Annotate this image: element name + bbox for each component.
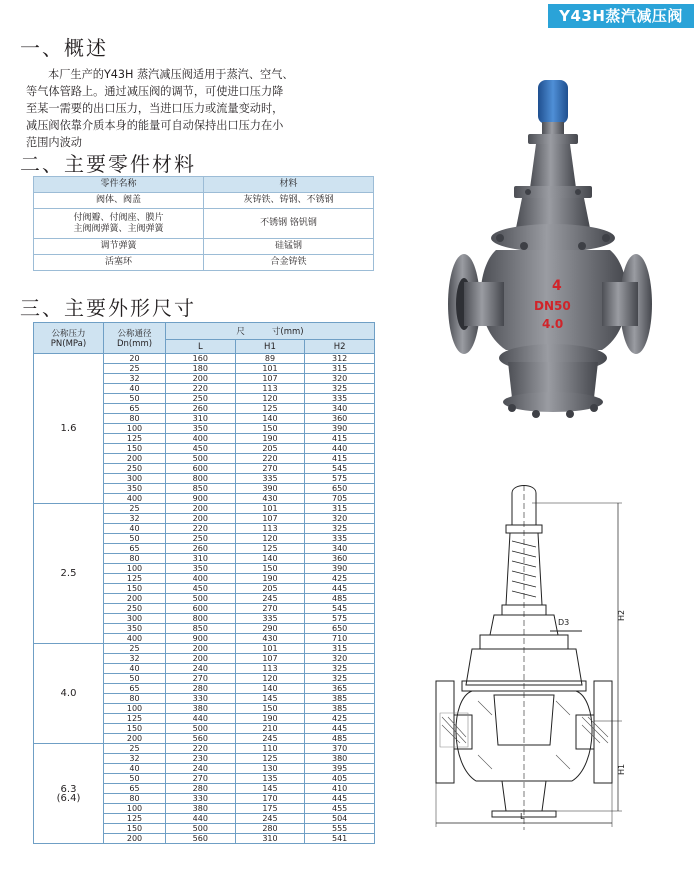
dn-cell: 150	[104, 824, 166, 834]
h2-cell: 315	[305, 364, 375, 374]
h2-cell: 385	[305, 694, 375, 704]
dn-cell: 200	[104, 454, 166, 464]
marking-pressure-class: 4	[552, 278, 562, 294]
materials-heading: 二、主要零件材料	[20, 152, 196, 176]
h1-cell: 110	[235, 744, 305, 754]
l-cell: 240	[166, 664, 236, 674]
h2-cell: 380	[305, 754, 375, 764]
dn-cell: 50	[104, 534, 166, 544]
column-header-line: PN(MPa)	[50, 339, 87, 349]
l-cell: 600	[166, 464, 236, 474]
h1-cell: 335	[235, 474, 305, 484]
pressure-value: (6.4)	[56, 792, 81, 804]
h2-cell: 650	[305, 484, 375, 494]
h1-cell: 190	[235, 574, 305, 584]
drawing-label-l: L	[520, 812, 525, 821]
h2-cell: 320	[305, 514, 375, 524]
h1-cell: 120	[235, 674, 305, 684]
dn-cell: 200	[104, 594, 166, 604]
dn-cell: 40	[104, 764, 166, 774]
table-row	[34, 744, 375, 754]
material-name: 不锈钢 铬钒钢	[204, 209, 374, 239]
dn-cell: 150	[104, 444, 166, 454]
h2-cell: 504	[305, 814, 375, 824]
l-cell: 160	[166, 354, 236, 364]
l-cell: 500	[166, 454, 236, 464]
h2-cell: 415	[305, 434, 375, 444]
dn-cell: 40	[104, 664, 166, 674]
h1-cell: 145	[235, 694, 305, 704]
part-name	[34, 209, 204, 239]
dn-cell: 400	[104, 494, 166, 504]
table-row	[34, 644, 375, 654]
l-cell: 400	[166, 434, 236, 444]
table-row	[34, 193, 374, 209]
column-header-line: Dn(mm)	[116, 339, 153, 349]
h1-cell: 125	[235, 754, 305, 764]
drawing-label-h2: H2	[617, 609, 626, 621]
dn-cell: 25	[104, 744, 166, 754]
table-header-row	[34, 323, 375, 340]
h2-cell: 425	[305, 714, 375, 724]
h1-cell: 120	[235, 394, 305, 404]
h2-cell: 541	[305, 834, 375, 844]
column-header-size: 尺 寸(mm)	[166, 323, 375, 340]
h1-cell: 125	[235, 544, 305, 554]
h1-cell: 150	[235, 424, 305, 434]
dn-cell: 125	[104, 814, 166, 824]
dn-cell: 80	[104, 694, 166, 704]
h2-cell: 315	[305, 644, 375, 654]
dn-cell: 32	[104, 514, 166, 524]
dn-cell: 350	[104, 484, 166, 494]
l-cell: 440	[166, 814, 236, 824]
section-drawing	[432, 485, 672, 840]
h1-cell: 310	[235, 834, 305, 844]
dn-cell: 32	[104, 654, 166, 664]
l-cell: 800	[166, 474, 236, 484]
h2-cell: 390	[305, 564, 375, 574]
dn-cell: 50	[104, 774, 166, 784]
dimensions-table	[33, 322, 375, 844]
table-row	[34, 504, 375, 514]
l-cell: 500	[166, 594, 236, 604]
l-cell: 250	[166, 534, 236, 544]
h1-cell: 245	[235, 814, 305, 824]
h2-cell: 312	[305, 354, 375, 364]
l-cell: 270	[166, 774, 236, 784]
h2-cell: 575	[305, 614, 375, 624]
h1-cell: 175	[235, 804, 305, 814]
dn-cell: 65	[104, 784, 166, 794]
pressure-value: 1.6	[60, 423, 77, 434]
dn-cell: 125	[104, 434, 166, 444]
l-cell: 200	[166, 504, 236, 514]
table-row	[34, 209, 374, 239]
l-cell: 440	[166, 714, 236, 724]
l-cell: 270	[166, 674, 236, 684]
h2-cell: 340	[305, 404, 375, 414]
dn-cell: 32	[104, 754, 166, 764]
pressure-value: 6.3	[60, 783, 77, 795]
h1-cell: 89	[235, 354, 305, 364]
l-cell: 330	[166, 694, 236, 704]
h2-cell: 385	[305, 704, 375, 714]
h2-cell: 425	[305, 574, 375, 584]
dn-cell: 250	[104, 604, 166, 614]
dn-cell: 150	[104, 584, 166, 594]
l-cell: 560	[166, 734, 236, 744]
l-cell: 220	[166, 384, 236, 394]
l-cell: 250	[166, 394, 236, 404]
column-header-dn	[104, 323, 166, 354]
part-name: 活塞环	[34, 255, 204, 271]
adjusting-cap	[538, 80, 568, 124]
dn-cell: 125	[104, 714, 166, 724]
l-cell: 380	[166, 704, 236, 714]
h1-cell: 107	[235, 654, 305, 664]
overview-line: 至某一需要的出口压力，当进口压力或流量变动时，	[26, 102, 284, 115]
valve-photo	[436, 78, 656, 430]
marking-pn: 4.0	[542, 317, 564, 331]
dn-cell: 125	[104, 574, 166, 584]
column-header: 材料	[204, 177, 374, 193]
h2-cell: 445	[305, 584, 375, 594]
h1-cell: 150	[235, 564, 305, 574]
h2-cell: 405	[305, 774, 375, 784]
dn-cell: 80	[104, 794, 166, 804]
materials-table	[33, 176, 374, 271]
l-cell: 900	[166, 634, 236, 644]
l-cell: 200	[166, 644, 236, 654]
pressure-value: 2.5	[60, 568, 77, 579]
table-header-row	[34, 177, 374, 193]
l-cell: 180	[166, 364, 236, 374]
h1-cell: 140	[235, 414, 305, 424]
material-name: 硅锰钢	[204, 239, 374, 255]
h2-cell: 335	[305, 394, 375, 404]
h1-cell: 190	[235, 434, 305, 444]
h2-cell: 710	[305, 634, 375, 644]
l-cell: 350	[166, 424, 236, 434]
h1-cell: 125	[235, 404, 305, 414]
h1-cell: 270	[235, 464, 305, 474]
h2-cell: 315	[305, 504, 375, 514]
bonnet-flange	[491, 224, 615, 252]
h2-cell: 650	[305, 624, 375, 634]
material-name: 灰铸铁、铸钢、不锈钢	[204, 193, 374, 209]
h1-cell: 107	[235, 374, 305, 384]
pressure-cell	[34, 504, 104, 644]
column-header-h1: H1	[235, 340, 305, 354]
l-cell: 310	[166, 554, 236, 564]
h2-cell: 455	[305, 804, 375, 814]
h2-cell: 555	[305, 824, 375, 834]
h2-cell: 365	[305, 684, 375, 694]
h1-cell: 190	[235, 714, 305, 724]
overview-heading: 一、概述	[20, 36, 108, 60]
l-cell: 800	[166, 614, 236, 624]
h2-cell: 485	[305, 594, 375, 604]
h1-cell: 205	[235, 444, 305, 454]
l-cell: 600	[166, 604, 236, 614]
l-cell: 220	[166, 744, 236, 754]
l-cell: 310	[166, 414, 236, 424]
l-cell: 220	[166, 524, 236, 534]
dn-cell: 65	[104, 684, 166, 694]
dn-cell: 20	[104, 354, 166, 364]
h2-cell: 360	[305, 554, 375, 564]
dn-cell: 40	[104, 524, 166, 534]
part-name-line: 主阀阀弹簧、主阀弹簧	[73, 223, 164, 234]
l-cell: 500	[166, 724, 236, 734]
h2-cell: 445	[305, 724, 375, 734]
l-cell: 560	[166, 834, 236, 844]
overview-line: 减压阀依靠介质本身的能量可自动保持出口压力在小	[26, 119, 284, 132]
h1-cell: 270	[235, 604, 305, 614]
table-row	[34, 255, 374, 271]
h2-cell: 320	[305, 374, 375, 384]
l-cell: 200	[166, 514, 236, 524]
l-cell: 380	[166, 804, 236, 814]
spring-housing	[530, 144, 576, 188]
h2-cell: 545	[305, 464, 375, 474]
column-header-line: 公称通径	[117, 329, 152, 339]
h1-cell: 107	[235, 514, 305, 524]
dn-cell: 100	[104, 704, 166, 714]
dn-cell: 65	[104, 544, 166, 554]
part-name: 调节弹簧	[34, 239, 204, 255]
h1-cell: 205	[235, 584, 305, 594]
pressure-value: 4.0	[60, 688, 77, 699]
h1-cell: 335	[235, 614, 305, 624]
part-name: 阀体、阀盖	[34, 193, 204, 209]
column-header: 零件名称	[34, 177, 204, 193]
dn-cell: 400	[104, 634, 166, 644]
h1-cell: 290	[235, 624, 305, 634]
marking-dn: DN50	[534, 299, 571, 313]
l-cell: 350	[166, 564, 236, 574]
l-cell: 200	[166, 374, 236, 384]
h2-cell: 410	[305, 784, 375, 794]
h1-cell: 220	[235, 454, 305, 464]
pressure-cell	[34, 744, 104, 844]
h2-cell: 415	[305, 454, 375, 464]
l-cell: 850	[166, 624, 236, 634]
overview-line: 范围内波动	[26, 136, 82, 149]
h1-cell: 140	[235, 684, 305, 694]
dn-cell: 150	[104, 724, 166, 734]
h2-cell: 390	[305, 424, 375, 434]
h2-cell: 440	[305, 444, 375, 454]
h1-cell: 210	[235, 724, 305, 734]
h2-cell: 340	[305, 544, 375, 554]
dn-cell: 40	[104, 384, 166, 394]
h1-cell: 430	[235, 494, 305, 504]
l-cell: 200	[166, 654, 236, 664]
material-name: 合金铸铁	[204, 255, 374, 271]
l-cell: 400	[166, 574, 236, 584]
dn-cell: 25	[104, 364, 166, 374]
dn-cell: 25	[104, 644, 166, 654]
h1-cell: 245	[235, 734, 305, 744]
dn-cell: 200	[104, 834, 166, 844]
l-cell: 240	[166, 764, 236, 774]
pressure-cell	[34, 354, 104, 504]
h1-cell: 113	[235, 524, 305, 534]
dn-cell: 100	[104, 564, 166, 574]
h1-cell: 150	[235, 704, 305, 714]
dn-cell: 100	[104, 424, 166, 434]
l-cell: 450	[166, 444, 236, 454]
dn-cell: 350	[104, 624, 166, 634]
h2-cell: 320	[305, 654, 375, 664]
dn-cell: 25	[104, 504, 166, 514]
dn-cell: 200	[104, 734, 166, 744]
dn-cell: 300	[104, 614, 166, 624]
h1-cell: 101	[235, 504, 305, 514]
column-header-line: 公称压力	[51, 329, 86, 339]
h2-cell: 335	[305, 534, 375, 544]
h2-cell: 370	[305, 744, 375, 754]
h1-cell: 101	[235, 644, 305, 654]
part-name-line: 付阀瓣、付阀座、膜片	[73, 212, 164, 223]
h2-cell: 325	[305, 384, 375, 394]
dn-cell: 50	[104, 674, 166, 684]
dn-cell: 65	[104, 404, 166, 414]
h1-cell: 113	[235, 384, 305, 394]
dn-cell: 80	[104, 554, 166, 564]
h1-cell: 113	[235, 664, 305, 674]
h2-cell: 325	[305, 524, 375, 534]
h2-cell: 325	[305, 674, 375, 684]
l-cell: 850	[166, 484, 236, 494]
h1-cell: 101	[235, 364, 305, 374]
l-cell: 230	[166, 754, 236, 764]
overview-text	[26, 66, 361, 151]
table-row	[34, 239, 374, 255]
h2-cell: 360	[305, 414, 375, 424]
l-cell: 280	[166, 784, 236, 794]
h1-cell: 135	[235, 774, 305, 784]
h1-cell: 430	[235, 634, 305, 644]
dn-cell: 80	[104, 414, 166, 424]
h1-cell: 280	[235, 824, 305, 834]
h1-cell: 145	[235, 784, 305, 794]
h2-cell: 395	[305, 764, 375, 774]
h1-cell: 140	[235, 554, 305, 564]
column-header-l: L	[166, 340, 236, 354]
dn-cell: 300	[104, 474, 166, 484]
h2-cell: 575	[305, 474, 375, 484]
h1-cell: 245	[235, 594, 305, 604]
l-cell: 900	[166, 494, 236, 504]
drawing-label-d3: D3	[558, 618, 570, 627]
l-cell: 330	[166, 794, 236, 804]
l-cell: 500	[166, 824, 236, 834]
column-header-h2: H2	[305, 340, 375, 354]
h2-cell: 705	[305, 494, 375, 504]
h2-cell: 325	[305, 664, 375, 674]
h1-cell: 130	[235, 764, 305, 774]
h1-cell: 390	[235, 484, 305, 494]
dn-cell: 32	[104, 374, 166, 384]
h2-cell: 485	[305, 734, 375, 744]
page-title: Y43H蒸汽减压阀	[548, 4, 694, 28]
dimensions-heading: 三、主要外形尺寸	[20, 296, 196, 320]
overview-line: 等气体管路上。通过减压阀的调节，可使进口压力降	[26, 85, 284, 98]
l-cell: 260	[166, 404, 236, 414]
l-cell: 260	[166, 544, 236, 554]
dn-cell: 250	[104, 464, 166, 474]
drawing-label-h1: H1	[617, 763, 626, 775]
h1-cell: 170	[235, 794, 305, 804]
l-cell: 280	[166, 684, 236, 694]
h2-cell: 545	[305, 604, 375, 614]
h1-cell: 120	[235, 534, 305, 544]
table-row	[34, 354, 375, 364]
overview-line: 本厂生产的Y43H 蒸汽减压阀适用于蒸汽、空气、	[48, 68, 294, 81]
dn-cell: 50	[104, 394, 166, 404]
h2-cell: 445	[305, 794, 375, 804]
dn-cell: 100	[104, 804, 166, 814]
column-header-pn	[34, 323, 104, 354]
l-cell: 450	[166, 584, 236, 594]
pressure-cell	[34, 644, 104, 744]
